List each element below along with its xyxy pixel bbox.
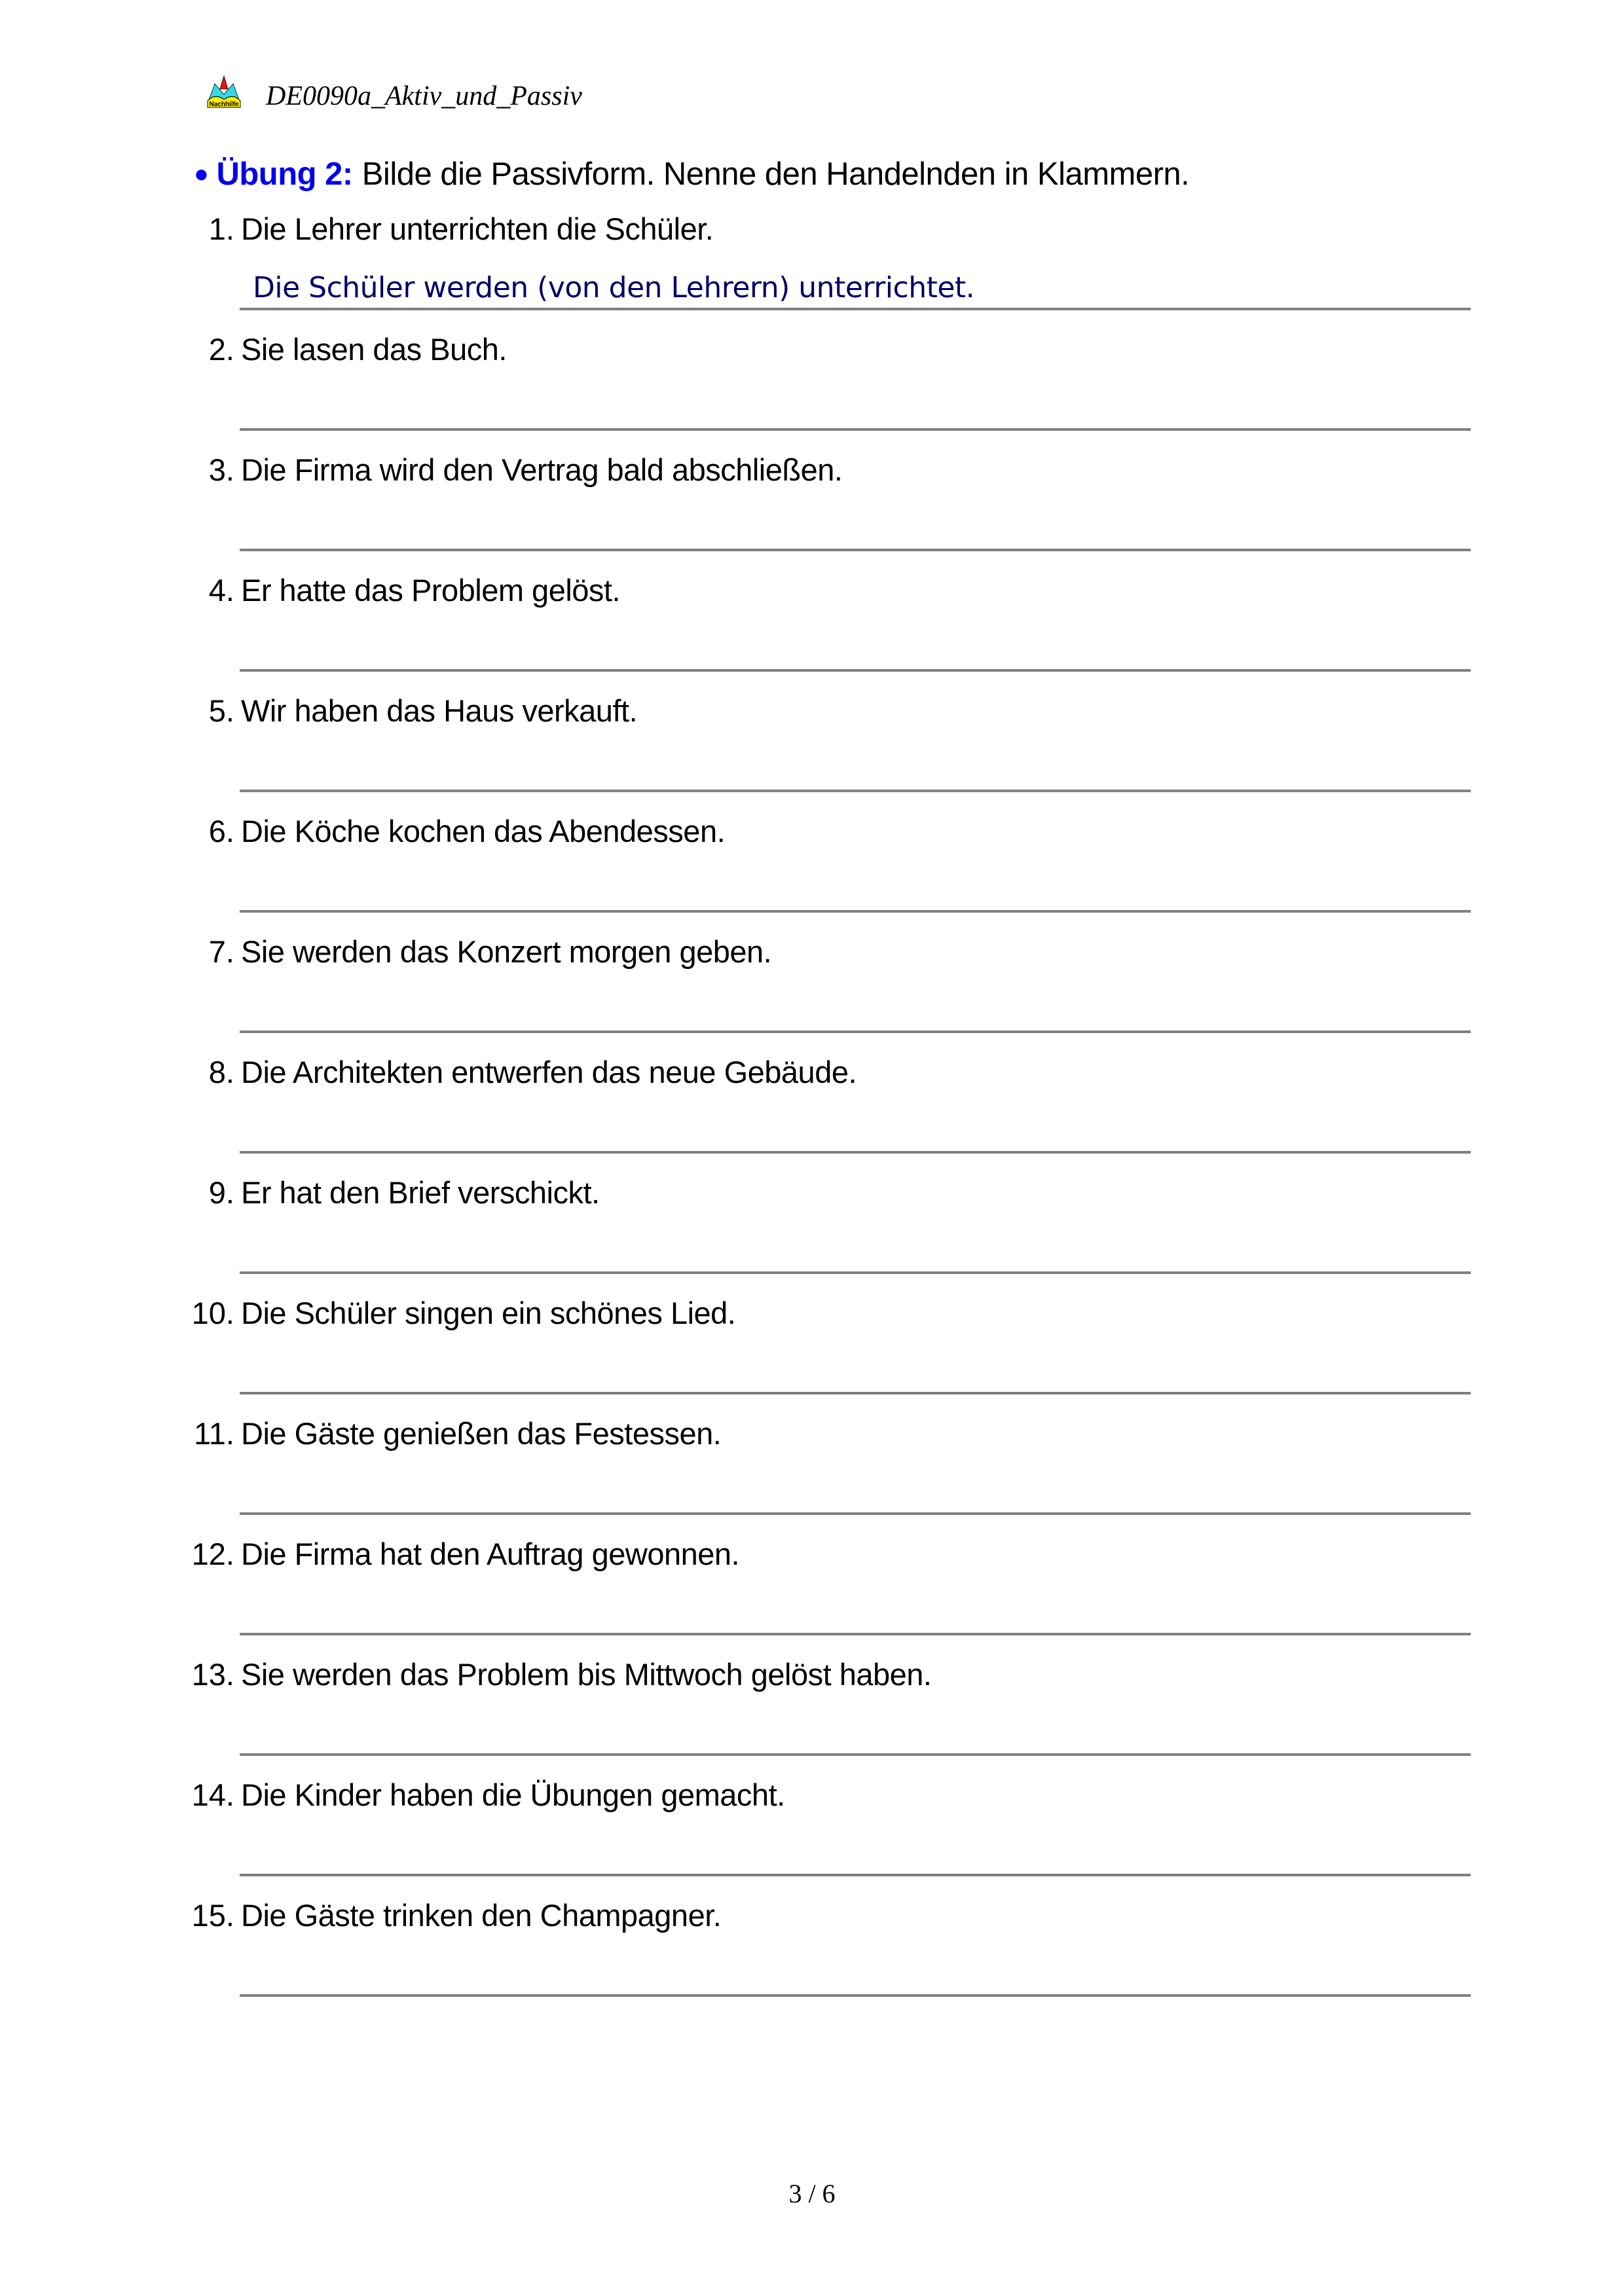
item-sentence: Er hatte das Problem gelöst. <box>241 573 621 608</box>
item-number: 4. <box>208 573 234 608</box>
exercise-item <box>0 1173 1624 1294</box>
exercise-item <box>0 812 1624 932</box>
exercise-item <box>0 450 1624 571</box>
svg-text:Nachhilfe: Nachhilfe <box>209 101 239 108</box>
item-sentence: Die Firma wird den Vertrag bald abschließen. <box>241 452 843 487</box>
item-sentence: Die Kinder haben die Übungen gemacht. <box>241 1777 785 1812</box>
item-number: 8. <box>208 1055 234 1089</box>
exercise-instruction: Bilde die Passivform. Nenne den Handelnden in Klammern. <box>361 156 1190 192</box>
answer-line <box>240 1994 1471 1997</box>
item-number: 14. <box>191 1777 234 1812</box>
item-number: 6. <box>208 814 234 848</box>
exercise-item <box>0 571 1624 691</box>
exercise-item <box>0 1294 1624 1414</box>
page-header <box>206 69 582 109</box>
item-number: 1. <box>208 211 234 246</box>
nachhilfe-logo-icon <box>206 75 242 109</box>
item-sentence: Die Köche kochen das Abendessen. <box>241 814 726 848</box>
answer-line <box>240 1030 1471 1033</box>
item-sentence: Die Lehrer unterrichten die Schüler. <box>241 211 714 246</box>
answer-line <box>240 1151 1471 1154</box>
exercise-item <box>0 1053 1624 1173</box>
exercise-item <box>0 691 1624 812</box>
answer-line <box>240 1392 1471 1394</box>
item-number: 9. <box>208 1175 234 1210</box>
answer-line <box>240 428 1471 431</box>
answer-line <box>240 669 1471 672</box>
exercise-item <box>0 932 1624 1053</box>
answer-line <box>240 308 1471 310</box>
answer-line <box>240 1512 1471 1515</box>
item-sentence: Sie werden das Problem bis Mittwoch gelöst haben. <box>241 1657 932 1692</box>
item-number: 10. <box>191 1296 234 1330</box>
item-number: 7. <box>208 934 234 969</box>
item-number: 5. <box>208 693 234 728</box>
answer-line <box>240 1271 1471 1274</box>
item-sentence: Sie werden das Konzert morgen geben. <box>241 934 772 969</box>
exercise-item <box>0 330 1624 450</box>
item-sentence: Sie lasen das Buch. <box>241 332 507 367</box>
item-number: 15. <box>191 1898 234 1933</box>
exercise-item <box>0 1776 1624 1896</box>
exercise-item <box>0 1655 1624 1776</box>
item-sentence: Wir haben das Haus verkauft. <box>241 693 638 728</box>
item-sentence: Die Gäste genießen das Festessen. <box>241 1416 722 1451</box>
item-number: 3. <box>208 452 234 487</box>
item-sentence: Die Gäste trinken den Champagner. <box>241 1898 722 1933</box>
exercise-item <box>0 210 1624 330</box>
exercise-item <box>0 1896 1624 2016</box>
answer-line <box>240 1874 1471 1876</box>
exercise-label: Übung 2: <box>216 156 353 192</box>
exercise-item <box>0 1535 1624 1655</box>
exercise-heading <box>194 155 1189 196</box>
item-sentence: Er hat den Brief verschickt. <box>241 1175 600 1210</box>
exercise-item <box>0 1414 1624 1535</box>
answer-line <box>240 910 1471 913</box>
answer-line <box>240 790 1471 792</box>
answer-field[interactable]: Die Schüler werden (von den Lehrern) unterrichtet. <box>253 271 975 304</box>
item-number: 11. <box>194 1416 234 1451</box>
item-sentence: Die Firma hat den Auftrag gewonnen. <box>241 1537 740 1571</box>
item-sentence: Die Architekten entwerfen das neue Gebäude. <box>241 1055 857 1089</box>
page-number: 3 / 6 <box>788 2179 836 2208</box>
item-number: 13. <box>191 1657 234 1692</box>
answer-line <box>240 1633 1471 1635</box>
document-title: DE0090a_Aktiv_und_Passiv <box>266 81 582 111</box>
item-number: 12. <box>191 1537 234 1571</box>
item-number: 2. <box>208 332 234 367</box>
bullet-icon: ● <box>194 160 209 188</box>
answer-line <box>240 1753 1471 1756</box>
answer-line <box>240 549 1471 551</box>
item-sentence: Die Schüler singen ein schönes Lied. <box>241 1296 736 1330</box>
